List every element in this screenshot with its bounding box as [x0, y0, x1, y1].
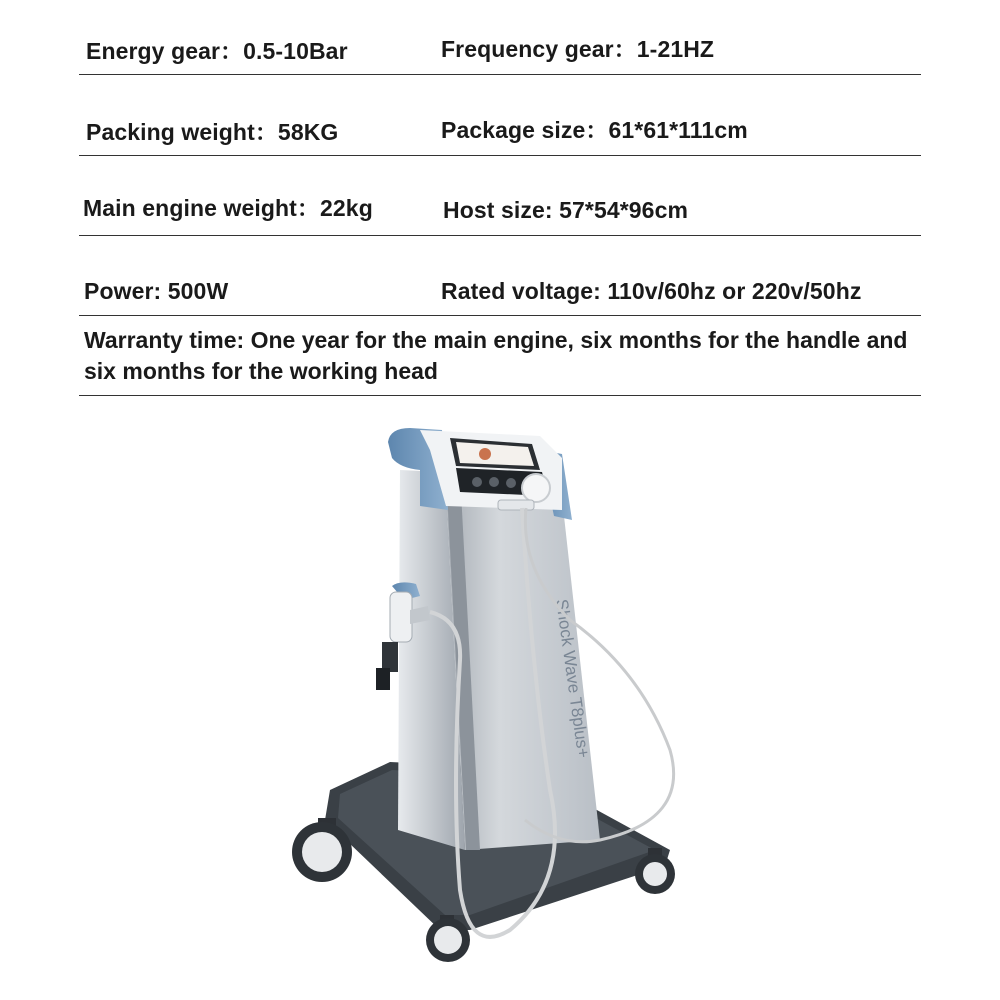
main-engine-weight-spec: Main engine weight：22kg [83, 195, 373, 221]
knob-3 [506, 478, 516, 488]
host-size-spec: Host size: 57*54*96cm [443, 197, 689, 223]
shockwave-machine-image [270, 410, 700, 980]
divider-2 [79, 155, 921, 156]
divider-1 [79, 74, 921, 75]
knob-1 [472, 477, 482, 487]
package-size-spec: Package size：61*61*111cm [441, 117, 748, 143]
dial-knob [522, 474, 550, 502]
probe-bracket [498, 500, 534, 510]
brand-label: Shock Wave T8plus+ [552, 597, 594, 760]
frequency-gear-spec: Frequency gear：1-21HZ [441, 36, 715, 62]
power-spec: Power: 500W [84, 278, 229, 304]
knob-2 [489, 477, 499, 487]
divider-5 [79, 395, 921, 396]
divider-4 [79, 315, 921, 316]
packing-weight-spec: Packing weight：58KG [86, 119, 339, 145]
energy-gear-spec: Energy gear：0.5-10Bar [86, 38, 348, 64]
screen-figure [479, 448, 491, 460]
rated-voltage-spec: Rated voltage: 110v/60hz or 220v/50hz [441, 278, 862, 304]
warranty-spec: Warranty time: One year for the main engine, six months for the handle and six months for the working head [84, 327, 908, 384]
divider-3 [79, 235, 921, 236]
